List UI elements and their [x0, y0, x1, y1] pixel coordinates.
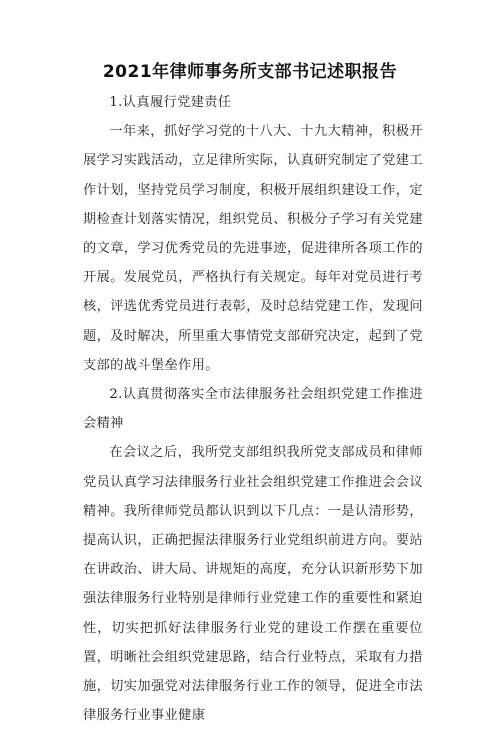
document-title: 2021年律师事务所支部书记述职报告 — [102, 62, 398, 82]
section2-paragraph: 在会议之后，我所党支部组织我所党支部成员和律师党员认真学习法律服务行业社会组织党建工作推进会会议精神。我所律师党员都认识到以下几点：一是认清形势，提高认识，正确把握法律服务行业党组织前进方向。要站在讲政治、讲大局、讲规矩的高度，充分认识新形势下加强法律服务行业特别是律师行业党建工作的重要性和紧迫性，切实把抓好法律服务行业党的建设工作摆在重要位置，明晰社会组织党建思路，结合行业特点，采取有力措施，切实加强党对法律服务行业工作的领导，促进全市法律服务行业事业健康 — [83, 445, 423, 724]
section1-heading: 1.认真履行党建责任 — [109, 95, 232, 110]
document-body — [83, 88, 423, 730]
section2-heading: 2.认真贯彻落实全市法律服务社会组织党建工作推进会精神 — [83, 387, 423, 432]
section1-paragraph: 一年来，抓好学习党的十八大、十九大精神，积极开展学习实践活动，立足律所实际，认真研究制定了党建工作计划，坚持党员学习制度，积极开展组织建设工作，定期检查计划落实情况，组织党员、积极分子学习有关党建的文章，学习优秀党员的先进事迹，促进律所各项工作的开展。发展党员，严格执行有关规定。每年对党员进行考核，评选优秀党员进行表彰，及时总结党建工作，发现问题，及时解决，所里重大事情党支部研究决定，起到了党支部的战斗堡垒作用。 — [83, 124, 423, 373]
